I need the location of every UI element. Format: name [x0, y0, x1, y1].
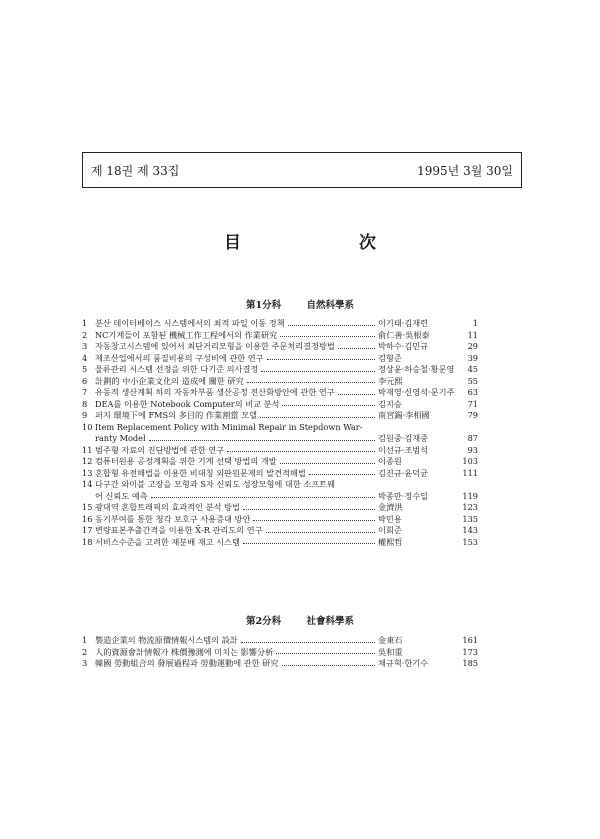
toc-entry [82, 328, 478, 340]
entry-page: 185 [462, 658, 478, 669]
entry-number: 4 [82, 352, 88, 363]
entry-title: 제조산업에서의 품질비용의 구성비에 관한 연구 [95, 352, 264, 363]
toc-entry [82, 500, 478, 512]
dot-leader [247, 382, 375, 383]
entry-number: 16 [82, 513, 93, 524]
dot-leader [288, 325, 375, 326]
entry-number: 5 [82, 364, 88, 375]
entry-author: 金濟洪 [378, 502, 403, 513]
toc-entry [82, 454, 478, 466]
entry-author: 吳和重 [378, 646, 403, 657]
entry-page: 135 [462, 513, 478, 524]
dot-leader [282, 665, 375, 666]
entry-number: 15 [82, 502, 93, 513]
entry-number: 14 [82, 479, 93, 490]
entry-author: 이회준 [378, 525, 402, 536]
entry-author: 李元熙 [378, 375, 403, 386]
entry-page: 111 [462, 467, 478, 478]
entry-number: 17 [82, 525, 93, 536]
entry-number: 1 [82, 318, 88, 329]
entry-page: 79 [467, 410, 478, 421]
dot-leader [253, 520, 375, 521]
entry-title: 韓國 勞動組合의 發展過程과 勞動運動에 관한 研究 [95, 658, 279, 669]
section1-heading [0, 297, 600, 311]
dot-leader [280, 336, 375, 337]
entry-number: 18 [82, 536, 93, 547]
entry-title: 어 신뢰도 예측 [95, 490, 148, 501]
entry-title: 서비스수준을 고려한 재분배 재고 시스템 [95, 536, 240, 547]
entry-page: 161 [462, 635, 478, 646]
entry-number: 6 [82, 375, 88, 386]
entry-number: 9 [82, 410, 88, 421]
entry-title: 광대역 혼합트래픽의 효과적인 분석 방법 [95, 502, 240, 513]
entry-page: 1 [472, 318, 478, 329]
toc-entry [82, 512, 478, 524]
dot-leader [243, 543, 375, 544]
dot-leader [151, 497, 375, 498]
dot-leader [149, 440, 375, 441]
entry-author: 정상윤·하승철·황문영 [378, 364, 455, 375]
toc-entry [82, 477, 478, 489]
toc-entry [82, 362, 478, 374]
section2-toc [82, 633, 478, 668]
toc-entry [82, 420, 478, 432]
toc-entry [82, 385, 478, 397]
entry-page: 87 [467, 433, 478, 444]
entry-page: 45 [467, 364, 478, 375]
entry-author: 김원중·김재중 [378, 433, 429, 444]
entry-number: 7 [82, 387, 88, 398]
toc-entry [82, 466, 478, 478]
entry-number: 11 [82, 444, 93, 455]
entry-author: 金東石 [378, 635, 403, 646]
toc-entry [82, 645, 478, 657]
dot-leader [261, 371, 375, 372]
dot-leader [309, 474, 375, 475]
dot-leader [276, 653, 375, 654]
entry-author: 박종만·정수일 [378, 490, 429, 501]
entry-author: 南宮錫·李相國 [378, 410, 430, 421]
entry-page: 103 [462, 456, 478, 467]
dot-leader [282, 405, 375, 406]
entry-title: DEA를 이용한 Notebook Computer의 비교 분석 [95, 398, 280, 409]
entry-author: 權熙哲 [378, 536, 403, 547]
entry-page: 71 [467, 398, 478, 409]
entry-author: 이선규·조범석 [378, 444, 429, 455]
entry-title: 人的資源會計情報가 株價豫測에 미치는 影響分析 [95, 646, 274, 657]
toc-entry [82, 316, 478, 328]
page-title: 目 次 [224, 233, 432, 253]
dot-leader [243, 509, 375, 510]
entry-number: 1 [82, 635, 88, 646]
toc-entry [82, 535, 478, 547]
entry-title: 혼합형 유전해법을 이용한 비대칭 외판원문제의 발견적해법 [95, 467, 306, 478]
entry-title: 분산 데이터베이스 시스템에서의 최적 파일 이동 정책 [95, 318, 285, 329]
dot-leader [338, 394, 375, 395]
entry-title: ranty Model [95, 433, 146, 444]
toc-entry [82, 397, 478, 409]
toc-entry [82, 339, 478, 351]
entry-number: 3 [82, 658, 88, 669]
entry-title: 범주형 자료의 진단방법에 관한 연구 [95, 444, 225, 455]
entry-author: 박하수·김민규 [378, 341, 429, 352]
entry-author: 김진규·윤덕균 [378, 467, 429, 478]
section1-toc [82, 316, 478, 546]
journal-header [82, 152, 522, 188]
dot-leader [280, 463, 375, 464]
dot-leader [338, 348, 375, 349]
entry-number: 2 [82, 646, 88, 657]
entry-page: 63 [467, 387, 478, 398]
entry-title: 물류관리 시스템 선정을 위한 다기준 의사결정 [95, 364, 259, 375]
entry-number: 10 [82, 421, 93, 432]
entry-page: 123 [462, 502, 478, 513]
entry-title: 유동적 생산계획 하의 자동차부품 생산공정 전산화방안에 관한 연구 [95, 387, 335, 398]
entry-title: 자동창고시스템에 있어서 최단거리모형을 이용한 주문처리결정방법 [95, 341, 335, 352]
publication-date: 1995년 3월 30일 [417, 163, 513, 178]
entry-page: 93 [467, 444, 478, 455]
entry-title: 변량표본추출간격을 이용한 X̄-R 관리도의 연구 [95, 525, 263, 536]
entry-page: 153 [462, 536, 478, 547]
dot-leader [266, 532, 375, 533]
section2-heading [0, 613, 600, 627]
toc-entry [82, 443, 478, 455]
section1-field: 自然科學系 [306, 300, 354, 311]
toc-entry [82, 633, 478, 645]
entry-author: 김형준 [378, 352, 402, 363]
toc-entry [82, 408, 478, 420]
entry-page: 11 [467, 329, 478, 340]
entry-author: 김지승 [378, 398, 402, 409]
entry-title: 동기부여를 통한 청각 보호구 사용증대 방안 [95, 513, 251, 524]
entry-title: 製造企業의 物流原價情報시스템의 設計 [95, 635, 239, 646]
entry-author: 俞仁善·吳根泰 [378, 329, 430, 340]
entry-author: 박민용 [378, 513, 402, 524]
dot-leader [241, 642, 375, 643]
entry-page: 55 [467, 375, 478, 386]
section2-label: 第2分科 [246, 616, 282, 627]
entry-page: 39 [467, 352, 478, 363]
toc-entry [82, 656, 478, 668]
toc-entry [82, 489, 478, 501]
dot-leader [227, 451, 375, 452]
entry-author: 이기태·김재련 [378, 318, 429, 329]
entry-number: 2 [82, 329, 88, 340]
toc-entry [82, 431, 478, 443]
entry-page: 119 [462, 490, 478, 501]
entry-number: 8 [82, 398, 88, 409]
entry-title: NC기계들이 포함된 機械工作工程에서의 作業研究 [95, 329, 278, 340]
entry-author: 박재영·신영석·문기주 [378, 387, 455, 398]
entry-title: 컴퓨터원용 공정계획을 위한 기계 선택 방법의 개발 [95, 456, 277, 467]
dot-leader [267, 359, 375, 360]
dot-leader [260, 417, 375, 418]
entry-number: 3 [82, 341, 88, 352]
entry-title: 다구간 와이블 고장을 모형과 S자 신뢰도 성장모형에 대한 소프트웨 [95, 479, 335, 490]
toc-entry [82, 351, 478, 363]
toc-entry [82, 523, 478, 535]
volume-issue: 제 18권 제 33집 [91, 163, 180, 178]
entry-page: 173 [462, 646, 478, 657]
section2-field: 社會科學系 [306, 616, 354, 627]
entry-number: 12 [82, 456, 93, 467]
entry-page: 29 [467, 341, 478, 352]
entry-author: 채규혁·한기수 [378, 658, 429, 669]
entry-number: 13 [82, 467, 93, 478]
entry-page: 143 [462, 525, 478, 536]
entry-title: Item Replacement Policy with Minimal Repair in Stepdown War- [95, 421, 363, 432]
entry-author: 이종원 [378, 456, 402, 467]
toc-entry [82, 374, 478, 386]
entry-title: 퍼지 環境下에 FMS의 多目的 作業割當 모델 [95, 410, 258, 421]
entry-title: 計劃的 中小企業文化의 造成에 關한 研究 [95, 375, 244, 386]
section1-label: 第1分科 [246, 300, 282, 311]
